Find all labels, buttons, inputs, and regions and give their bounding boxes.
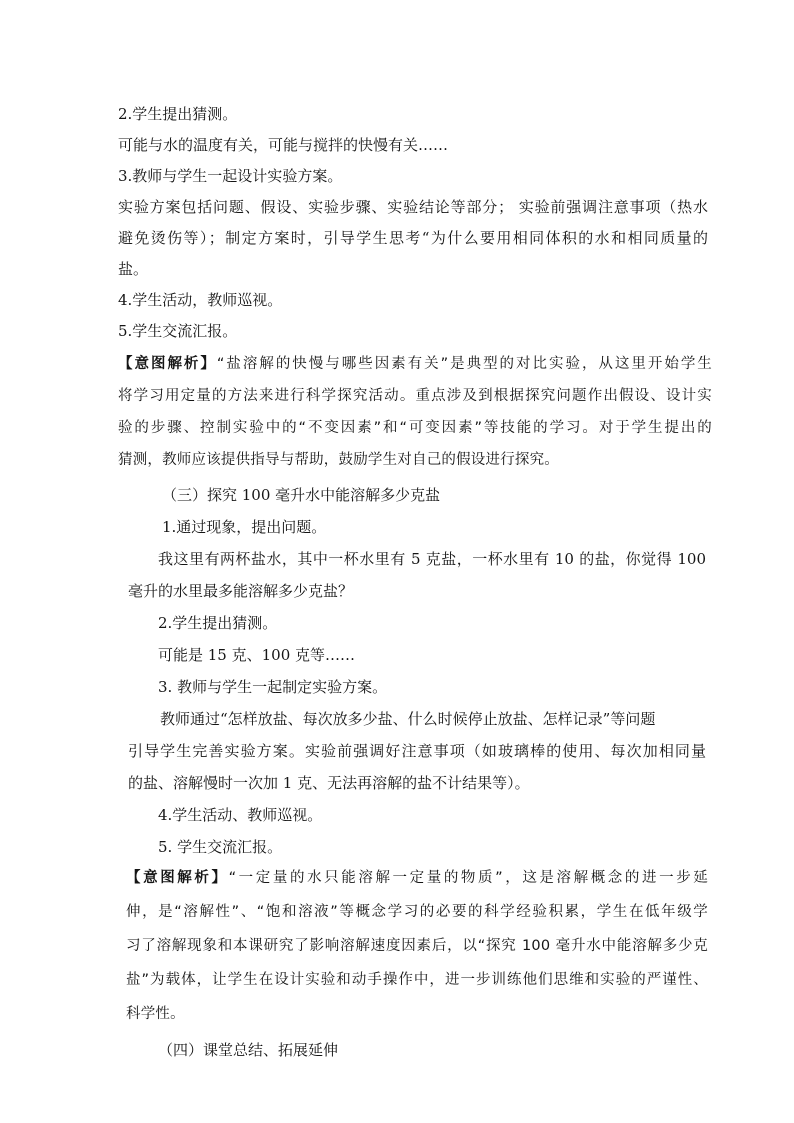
s3-step-4: 4.学生活动、教师巡视。	[158, 806, 323, 824]
intent-analysis-1-line-2: 将学习用定量的方法来进行科学探究活动。重点涉及到根据探究问题作出假设、设计实	[118, 388, 712, 404]
section-3-heading: （三）探究 100 毫升水中能溶解多少克盐	[162, 486, 441, 504]
intent-analysis-2-line-4: 盐”为载体，让学生在设计实验和动手操作中，进一步训练他们思维和实验的严谨性、	[126, 972, 708, 988]
intent-analysis-1-line-1: 【意图解析】“盐溶解的快慢与哪些因素有关”是典型的对比实验，从这里开始学生	[118, 356, 712, 372]
s3-step-5: 5. 学生交流汇报。	[158, 838, 283, 856]
s3-step-3-line-1: 教师通过“怎样放盐、每次放多少盐、什么时候停止放盐、怎样记录”等问题	[160, 710, 656, 728]
step-4-activity: 4.学生活动，教师巡视。	[118, 291, 283, 309]
s3-step-2: 2.学生提出猜测。	[158, 614, 278, 632]
s3-step-1: 1.通过现象，提出问题。	[162, 518, 327, 536]
step-2-guess-content: 可能与水的温度有关，可能与搅拌的快慢有关……	[118, 136, 449, 154]
step-3-design: 3.教师与学生一起设计实验方案。	[118, 167, 343, 185]
intent-analysis-1-line-3: 验的步骤、控制实验中的“不变因素”和“可变因素”等技能的学习。对于学生提出的	[118, 420, 712, 436]
intent-analysis-2-line-1: 【意图解析】“一定量的水只能溶解一定量的物质”，这是溶解概念的进一步延	[126, 870, 708, 886]
s3-step-2-content: 可能是 15 克、100 克等……	[158, 646, 356, 664]
section-4-heading: （四）课堂总结、拓展延伸	[158, 1041, 339, 1059]
intent-label-2: 【意图解析】	[126, 870, 229, 886]
step-2-guess: 2.学生提出猜测。	[118, 105, 238, 123]
s3-step-3: 3. 教师与学生一起制定实验方案。	[158, 678, 388, 696]
s3-step-3-line-2: 引导学生完善实验方案。实验前强调好注意事项（如玻璃棒的使用、每次加相同量	[128, 742, 706, 760]
design-paragraph-line-1: 实验方案包括问题、假设、实验步骤、实验结论等部分； 实验前强调注意事项（热水	[118, 198, 708, 216]
s3-step-1-line-1: 我这里有两杯盐水，其中一杯水里有 5 克盐，一杯水里有 10 的盐，你觉得 100	[158, 550, 706, 568]
s3-step-1-line-2: 毫升的水里最多能溶解多少克盐？	[128, 582, 354, 600]
intent-analysis-2-line-3: 习了溶解现象和本课研究了影响溶解速度因素后，以“探究 100 毫升水中能溶解多少克	[126, 938, 708, 954]
step-5-report: 5.学生交流汇报。	[118, 322, 238, 340]
design-paragraph-line-2: 避免烫伤等）；制定方案时，引导学生思考“为什么要用相同体积的水和相同质量的	[118, 229, 708, 247]
design-paragraph-line-3: 盐。	[118, 260, 149, 278]
intent-analysis-2-line-5: 科学性。	[126, 1006, 185, 1022]
intent-label: 【意图解析】	[118, 356, 217, 372]
intent-analysis-1-line-4: 猜测，教师应该提供指导与帮助，鼓励学生对自己的假设进行探究。	[118, 452, 559, 468]
s3-step-3-line-3: 的盐、溶解慢时一次加 1 克、无法再溶解的盐不计结果等）。	[128, 774, 530, 792]
intent-analysis-2-line-2: 伸，是“溶解性”、“饱和溶液”等概念学习的必要的科学经验积累，学生在低年级学	[126, 904, 708, 920]
